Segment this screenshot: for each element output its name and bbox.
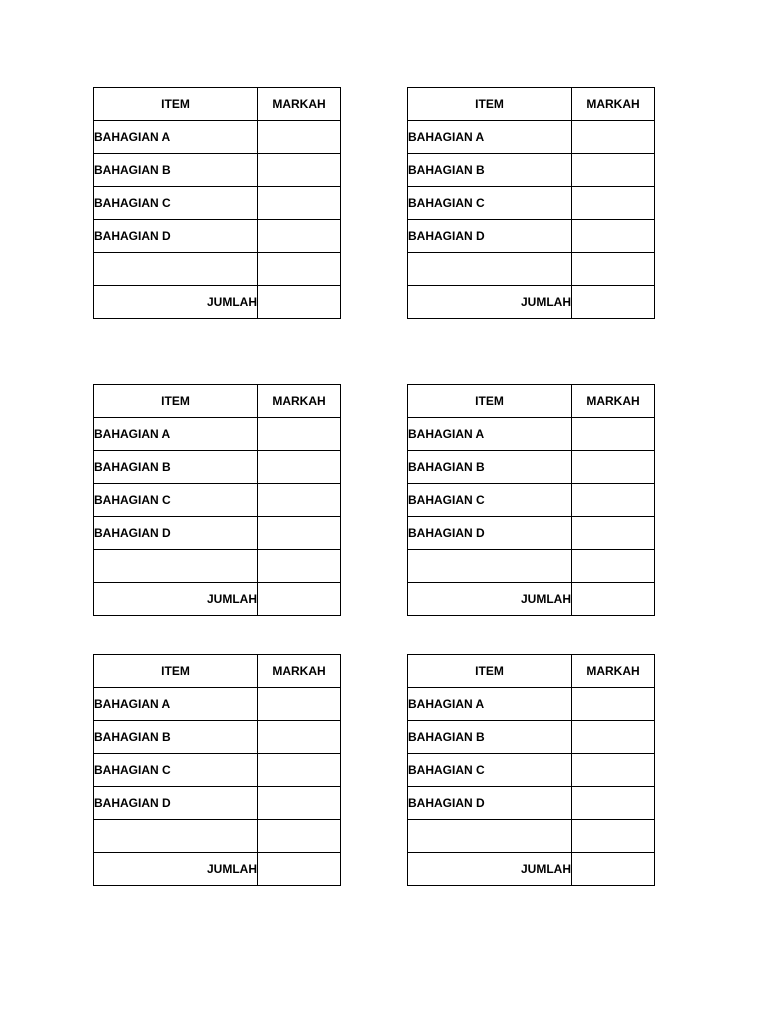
item-cell: BAHAGIAN A: [94, 121, 258, 154]
total-mark-cell: [258, 853, 341, 886]
table-header-row: [408, 88, 655, 121]
table-header-row: [94, 385, 341, 418]
mark-cell: [572, 754, 655, 787]
item-cell: [408, 253, 572, 286]
mark-cell: [572, 688, 655, 721]
mark-cell: [572, 820, 655, 853]
score-table: [407, 87, 655, 319]
mark-cell: [572, 220, 655, 253]
table-row: [408, 154, 655, 187]
item-cell: BAHAGIAN D: [408, 517, 572, 550]
mark-cell: [258, 721, 341, 754]
mark-cell: [258, 418, 341, 451]
table-row: [94, 550, 341, 583]
table-row: [94, 721, 341, 754]
total-mark-cell: [572, 853, 655, 886]
table-row: [94, 418, 341, 451]
table-header-row: [94, 655, 341, 688]
table-row: [94, 517, 341, 550]
item-cell: BAHAGIAN A: [408, 418, 572, 451]
mark-cell: [258, 517, 341, 550]
mark-cell: [258, 688, 341, 721]
mark-cell: [572, 154, 655, 187]
item-cell: BAHAGIAN C: [94, 754, 258, 787]
mark-cell: [258, 220, 341, 253]
total-label: JUMLAH: [408, 286, 572, 319]
table-row: [94, 787, 341, 820]
mark-cell: [572, 451, 655, 484]
table-row: [94, 688, 341, 721]
total-row: [94, 583, 341, 616]
table-row: [408, 418, 655, 451]
total-mark-cell: [258, 583, 341, 616]
table-row: [408, 754, 655, 787]
mark-header: MARKAH: [258, 655, 341, 688]
mark-header: MARKAH: [572, 88, 655, 121]
item-cell: BAHAGIAN A: [94, 418, 258, 451]
mark-cell: [258, 484, 341, 517]
total-label: JUMLAH: [94, 853, 258, 886]
mark-cell: [258, 154, 341, 187]
item-header: ITEM: [408, 385, 572, 418]
item-header: ITEM: [94, 385, 258, 418]
mark-cell: [572, 517, 655, 550]
item-cell: [94, 820, 258, 853]
table-row: [94, 484, 341, 517]
mark-header: MARKAH: [572, 385, 655, 418]
table-row: [94, 820, 341, 853]
mark-cell: [258, 787, 341, 820]
item-cell: BAHAGIAN B: [408, 451, 572, 484]
table-row: [408, 253, 655, 286]
total-row: [94, 853, 341, 886]
mark-cell: [258, 121, 341, 154]
mark-cell: [258, 253, 341, 286]
table-row: [408, 820, 655, 853]
item-cell: BAHAGIAN A: [408, 688, 572, 721]
mark-header: MARKAH: [258, 88, 341, 121]
mark-cell: [572, 550, 655, 583]
item-cell: BAHAGIAN C: [408, 754, 572, 787]
item-cell: [94, 550, 258, 583]
item-cell: BAHAGIAN A: [94, 688, 258, 721]
mark-cell: [572, 121, 655, 154]
table-header-row: [94, 88, 341, 121]
table-header-row: [408, 385, 655, 418]
table-row: [94, 253, 341, 286]
score-table: [93, 384, 341, 616]
item-cell: [94, 253, 258, 286]
item-cell: BAHAGIAN B: [94, 451, 258, 484]
table-row: [408, 220, 655, 253]
item-header: ITEM: [94, 88, 258, 121]
total-mark-cell: [572, 583, 655, 616]
table-row: [408, 484, 655, 517]
item-cell: [408, 550, 572, 583]
item-header: ITEM: [94, 655, 258, 688]
table-row: [94, 154, 341, 187]
total-label: JUMLAH: [94, 286, 258, 319]
mark-cell: [258, 451, 341, 484]
item-cell: BAHAGIAN B: [408, 721, 572, 754]
mark-cell: [572, 721, 655, 754]
item-cell: BAHAGIAN B: [94, 154, 258, 187]
item-cell: BAHAGIAN C: [408, 484, 572, 517]
table-row: [408, 688, 655, 721]
item-cell: BAHAGIAN D: [94, 220, 258, 253]
item-cell: BAHAGIAN C: [408, 187, 572, 220]
mark-cell: [572, 484, 655, 517]
table-row: [94, 220, 341, 253]
total-row: [408, 583, 655, 616]
table-row: [408, 451, 655, 484]
table-row: [408, 517, 655, 550]
item-cell: BAHAGIAN B: [408, 154, 572, 187]
mark-cell: [258, 820, 341, 853]
mark-cell: [258, 550, 341, 583]
mark-cell: [572, 187, 655, 220]
table-row: [408, 121, 655, 154]
total-row: [94, 286, 341, 319]
score-table: [407, 654, 655, 886]
total-mark-cell: [572, 286, 655, 319]
item-cell: BAHAGIAN D: [408, 787, 572, 820]
table-row: [408, 187, 655, 220]
item-cell: BAHAGIAN D: [94, 787, 258, 820]
table-row: [94, 187, 341, 220]
table-row: [408, 721, 655, 754]
mark-cell: [258, 187, 341, 220]
total-label: JUMLAH: [94, 583, 258, 616]
table-row: [94, 451, 341, 484]
table-header-row: [408, 655, 655, 688]
total-row: [408, 853, 655, 886]
score-table: [93, 87, 341, 319]
mark-header: MARKAH: [258, 385, 341, 418]
total-mark-cell: [258, 286, 341, 319]
table-row: [94, 121, 341, 154]
item-header: ITEM: [408, 655, 572, 688]
mark-cell: [572, 787, 655, 820]
item-cell: BAHAGIAN B: [94, 721, 258, 754]
total-label: JUMLAH: [408, 853, 572, 886]
item-cell: BAHAGIAN C: [94, 187, 258, 220]
item-cell: BAHAGIAN A: [408, 121, 572, 154]
item-cell: BAHAGIAN D: [94, 517, 258, 550]
mark-header: MARKAH: [572, 655, 655, 688]
item-cell: BAHAGIAN D: [408, 220, 572, 253]
mark-cell: [572, 418, 655, 451]
score-table: [407, 384, 655, 616]
item-cell: [408, 820, 572, 853]
table-row: [408, 550, 655, 583]
table-row: [94, 754, 341, 787]
total-label: JUMLAH: [408, 583, 572, 616]
table-row: [408, 787, 655, 820]
total-row: [408, 286, 655, 319]
item-cell: BAHAGIAN C: [94, 484, 258, 517]
mark-cell: [258, 754, 341, 787]
score-table: [93, 654, 341, 886]
item-header: ITEM: [408, 88, 572, 121]
mark-cell: [572, 253, 655, 286]
